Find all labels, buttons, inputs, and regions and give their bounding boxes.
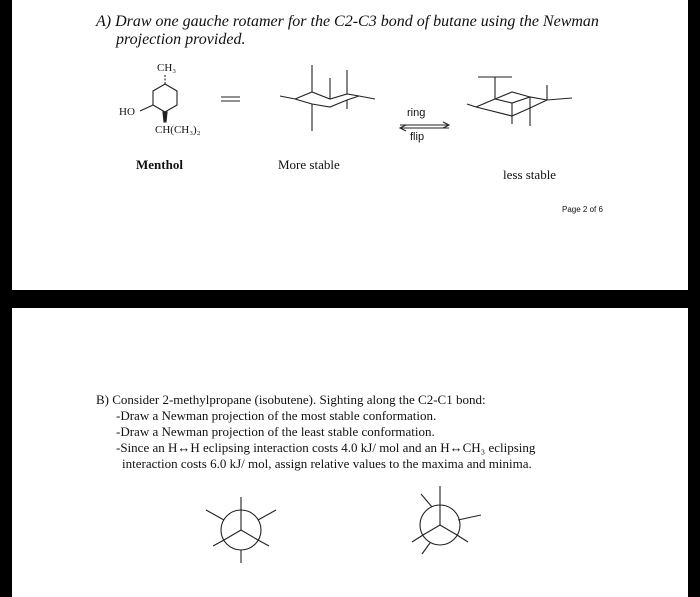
- question-b-line2: -Draw a Newman projection of the most stable conformation.: [116, 408, 437, 423]
- ring-flip-arrows: [400, 122, 449, 131]
- ring-label: ring: [407, 107, 426, 119]
- question-a-line1: A) Draw one gauche rotamer for the C2-C3 bond of butane using the Newman: [96, 13, 599, 30]
- isopropyl-label: CH(CH₃)₂: [155, 124, 201, 136]
- less-stable-label: less stable: [503, 167, 557, 182]
- newman-projection-1: [206, 497, 276, 563]
- structure-drawings: [12, 0, 688, 290]
- flip-label: flip: [410, 131, 425, 143]
- question-b-line3: -Draw a Newman projection of the least stable conformation.: [116, 424, 435, 439]
- newman-templates: [12, 308, 688, 597]
- menthol-label: Menthol: [136, 157, 183, 172]
- document-page-2: [12, 308, 688, 597]
- document-page-1: [12, 0, 688, 290]
- page-number: Page 2 of 6: [562, 205, 603, 214]
- chair-more-stable: [280, 65, 375, 131]
- question-b-line4: -Since an H↔H eclipsing interaction costs 4.0 kJ/ mol and an H↔CH₃ eclipsing: [116, 440, 536, 455]
- question-a-line2: projection provided.: [116, 31, 246, 48]
- question-b-line5: interaction costs 6.0 kJ/ mol, assign relative values to the maxima and minima.: [122, 456, 532, 471]
- menthol-ring: [140, 75, 177, 122]
- more-stable-label: More stable: [278, 157, 340, 172]
- chair-less-stable: [467, 77, 572, 126]
- question-b-line1: B) Consider 2-methylpropane (isobutene). Sighting along the C2-C1 bond:: [96, 392, 486, 407]
- newman-projection-2: [412, 486, 481, 554]
- ch3-label: CH₃: [157, 62, 177, 74]
- equals-sign: [221, 97, 240, 101]
- ho-label: HO: [119, 106, 135, 118]
